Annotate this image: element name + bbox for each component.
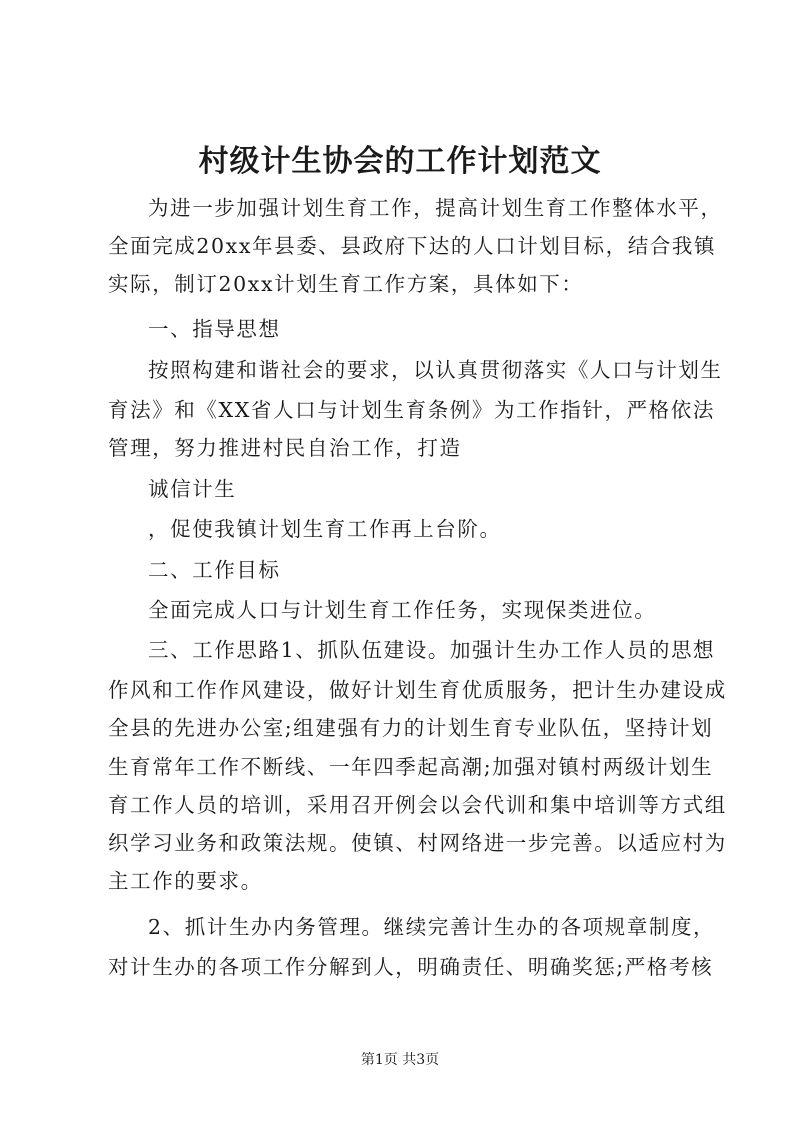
paragraph-line: 按照构建和谐社会的要求，以认真贯彻落实《人口与计划生: [148, 358, 723, 382]
paragraph-line: 实际，制订20xx计划生育工作方案，具体如下：: [108, 272, 584, 296]
page-footer: 第1页 共3页: [360, 1052, 440, 1068]
paragraph-line: ，促使我镇计划生育工作再上台阶。: [148, 517, 502, 541]
paragraph-line: 对计生办的各项工作分解到人，明确责任、明确奖惩;严格考核: [108, 955, 714, 979]
paragraph-line: 育工作人员的培训，采用召开例会以会代训和集中培训等方式组: [108, 793, 727, 817]
document-title: 村级计生协会的工作计划范文: [198, 144, 602, 179]
paragraph-line: 2、抓计生办内务管理。继续完善计生办的各项规章制度，: [148, 915, 716, 939]
paragraph-line: 育法》和《XX省人口与计划生育条例》为工作指针，严格依法: [108, 398, 715, 422]
paragraph-line: 全面完成人口与计划生育工作任务，实现保类进位。: [148, 598, 657, 622]
paragraph-line: 织学习业务和政策法规。使镇、村网络进一步完善。以适应村为: [108, 831, 727, 855]
paragraph-line: 作风和工作作风建设，做好计划生育优质服务，把计生办建设成: [108, 678, 727, 702]
paragraph-line: 管理，努力推进村民自治工作，打造: [108, 436, 462, 460]
section-heading: 二、工作目标: [148, 558, 281, 582]
paragraph-line: 生育常年工作不断线、一年四季起高潮;加强对镇村两级计划生: [108, 755, 714, 779]
paragraph-line: 全面完成20xx年县委、县政府下达的人口计划目标，结合我镇: [108, 234, 717, 258]
section-heading: 一、指导思想: [148, 317, 281, 341]
paragraph-line: 为进一步加强计划生育工作，提高计划生育工作整体水平，: [148, 196, 723, 220]
paragraph-line: 诚信计生: [148, 477, 237, 501]
paragraph-line: 三、工作思路1、抓队伍建设。加强计生办工作人员的思想: [148, 638, 716, 662]
paragraph-line: 全县的先进办公室;组建强有力的计划生育专业队伍，坚持计划: [108, 716, 714, 740]
paragraph-line: 主工作的要求。: [108, 869, 263, 893]
